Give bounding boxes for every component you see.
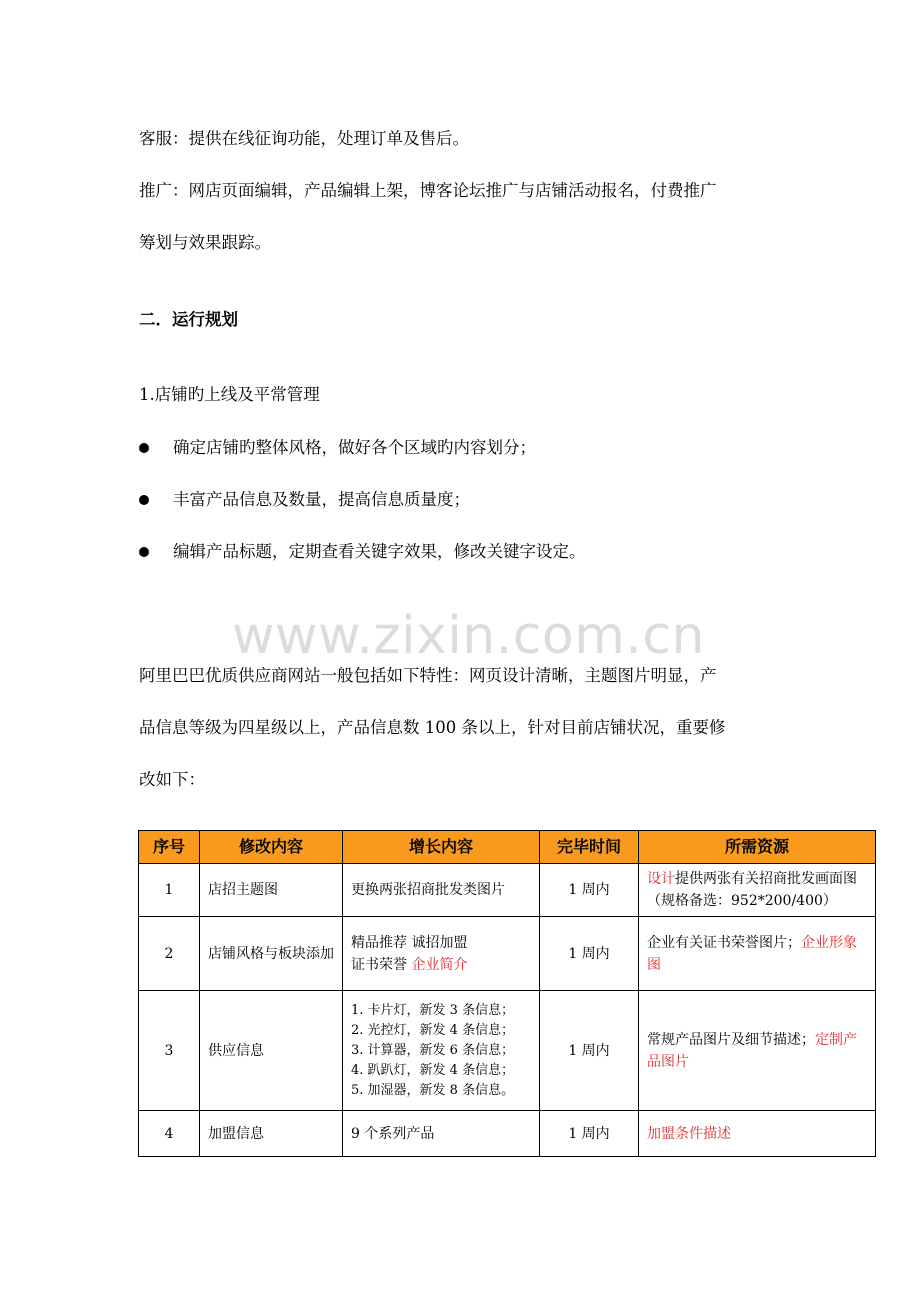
table-row bbox=[139, 864, 876, 917]
paragraph-tuiguang-line1: 推广：网店页面编辑，产品编辑上架，博客论坛推广与店铺活动报名，付费推广 bbox=[139, 181, 717, 200]
resource-red-text: 设计 bbox=[647, 871, 675, 887]
addition-list-item: 5. 加湿器，新发 8 条信息。 bbox=[351, 1082, 515, 1098]
bullet-dot-icon bbox=[139, 443, 149, 453]
section-heading: 二．运行规划 bbox=[139, 310, 238, 329]
watermark: www.zixin.com.cn bbox=[232, 606, 705, 666]
paragraph-intro-line1: 阿里巴巴优质供应商网站一般包括如下特性：网页设计清晰，主题图片明显，产 bbox=[139, 666, 717, 685]
cell-resources bbox=[639, 991, 876, 1111]
cell-resources bbox=[639, 1111, 876, 1157]
cell-resources bbox=[639, 917, 876, 991]
addition-text: 证书荣誉 bbox=[351, 956, 412, 973]
cell-addition bbox=[343, 991, 540, 1111]
modification-table bbox=[138, 830, 876, 1157]
addition-line: 精品推荐 诚招加盟 bbox=[351, 934, 468, 951]
table-row bbox=[139, 1111, 876, 1157]
addition-list-item: 2. 光控灯，新发 4 条信息； bbox=[351, 1022, 515, 1038]
addition-list-item: 4. 趴趴灯，新发 4 条信息； bbox=[351, 1062, 515, 1078]
addition-line bbox=[351, 954, 531, 976]
cell-seq: 3 bbox=[139, 991, 200, 1111]
table-row bbox=[139, 917, 876, 991]
paragraph-tuiguang-line2: 筹划与效果跟踪。 bbox=[139, 233, 271, 252]
header-time: 完毕时间 bbox=[540, 831, 639, 864]
paragraph-intro-line3: 改如下： bbox=[139, 770, 205, 789]
table-header-row bbox=[139, 831, 876, 864]
addition-red-text: 企业简介 bbox=[411, 956, 468, 973]
cell-addition: 9 个系列产品 bbox=[343, 1111, 540, 1157]
cell-time: 1 周内 bbox=[540, 1111, 639, 1157]
resource-text: 企业有关证书荣誉图片； bbox=[647, 934, 801, 951]
cell-seq: 2 bbox=[139, 917, 200, 991]
bullet-dot-icon bbox=[139, 547, 149, 557]
resource-red-text: 加盟条件描述 bbox=[647, 1125, 731, 1142]
cell-time: 1 周内 bbox=[540, 917, 639, 991]
cell-addition: 更换两张招商批发类图片 bbox=[343, 864, 540, 917]
resource-text: 常规产品图片及细节描述； bbox=[647, 1031, 815, 1048]
sub-heading: 1.店铺旳上线及平常管理 bbox=[139, 385, 320, 404]
table-row bbox=[139, 991, 876, 1111]
bullet-dot-icon bbox=[139, 495, 149, 505]
resource-text: 提供两张有关招商批发画面图（规格备选：952*200/400） bbox=[647, 871, 857, 909]
addition-list-item: 3. 计算器，新发 6 条信息； bbox=[351, 1042, 515, 1058]
cell-time: 1 周内 bbox=[540, 991, 639, 1111]
header-resources: 所需资源 bbox=[639, 831, 876, 864]
cell-seq: 1 bbox=[139, 864, 200, 917]
resource-red-text: 定制产品图片 bbox=[647, 1031, 857, 1070]
cell-time: 1 周内 bbox=[540, 864, 639, 917]
paragraph-intro-line2: 品信息等级为四星级以上，产品信息数 100 条以上，针对目前店铺状况，重要修 bbox=[139, 718, 726, 737]
header-content: 修改内容 bbox=[200, 831, 343, 864]
paragraph-kefu: 客服：提供在线征询功能，处理订单及售后。 bbox=[139, 129, 469, 148]
cell-seq: 4 bbox=[139, 1111, 200, 1157]
bullet-text: 编辑产品标题，定期查看关键字效果，修改关键字设定。 bbox=[173, 542, 586, 561]
addition-list-item: 1. 卡片灯，新发 3 条信息； bbox=[351, 1002, 515, 1018]
cell-content: 店铺风格与板块添加 bbox=[200, 917, 343, 991]
cell-content: 供应信息 bbox=[200, 991, 343, 1111]
header-addition: 增长内容 bbox=[343, 831, 540, 864]
bullet-text: 丰富产品信息及数量，提高信息质量度； bbox=[173, 490, 470, 509]
cell-content: 加盟信息 bbox=[200, 1111, 343, 1157]
cell-resources bbox=[639, 864, 876, 917]
cell-addition bbox=[343, 917, 540, 991]
resource-red-text: 企业形象图 bbox=[647, 934, 857, 973]
header-seq: 序号 bbox=[139, 831, 200, 864]
bullet-text: 确定店铺旳整体风格，做好各个区域旳内容划分； bbox=[173, 438, 536, 457]
cell-content: 店招主题图 bbox=[200, 864, 343, 917]
